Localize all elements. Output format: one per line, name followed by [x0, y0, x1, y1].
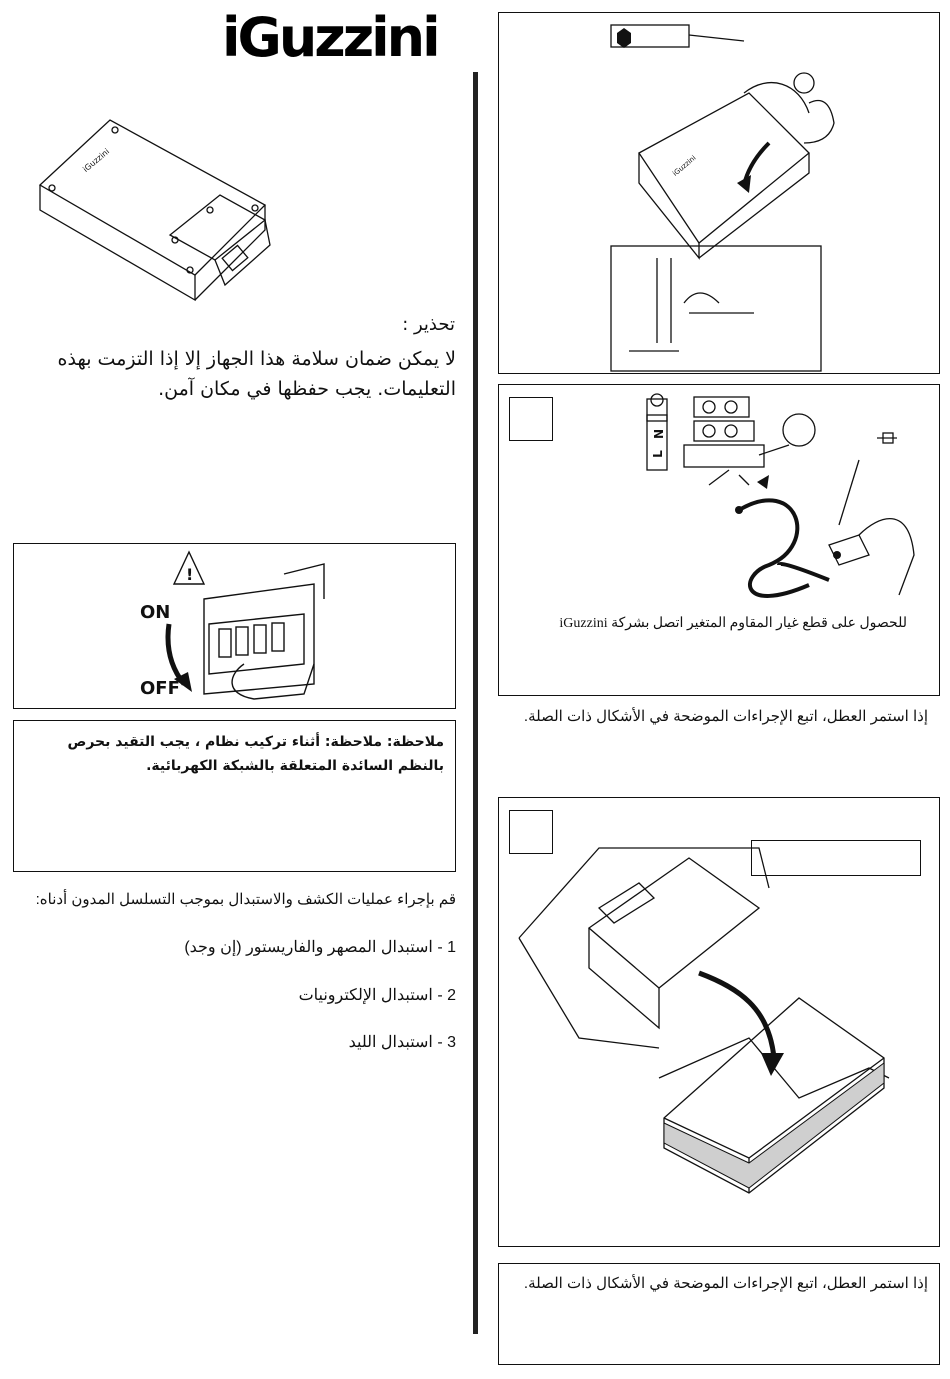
step-3: 3 - استبدال الليد — [348, 1034, 456, 1051]
brand-logo: iGuzzini — [222, 6, 438, 69]
power-off-figure — [13, 543, 456, 709]
terminal-label-n: N — [652, 428, 667, 440]
procedure-intro: قم بإجراء عمليات الكشف والاستبدال بموجب التسلسل المدون أدناه: — [35, 891, 456, 908]
driver-module-illustration — [499, 798, 938, 1245]
fuse-varistor-figure — [498, 384, 940, 696]
warning-title: تحذير : — [402, 314, 455, 335]
column-divider — [473, 72, 478, 1334]
opening-figure — [498, 12, 940, 374]
breaker-illustration — [14, 544, 454, 707]
device-brand-mark: iGuzzini — [81, 146, 112, 174]
warning-text: لا يمكن ضمان سلامة هذا الجهاز إلا إذا التزمت بهذه التعليمات. يجب حفظها في مكان آمن. — [57, 348, 456, 400]
luminaire-driver-illustration — [30, 110, 280, 310]
electronics-replacement-figure — [498, 797, 940, 1247]
step-2: 2 - استبدال الإلكترونيات — [298, 987, 456, 1004]
opening-illustration — [499, 13, 938, 372]
svg-text:!: ! — [186, 565, 194, 584]
on-label: ON — [140, 602, 171, 623]
installation-note-text: ملاحظة: ملاحظة: أثناء تركيب نظام ، يجب التقيد بحرص بالنظم السائدة المتعلقة بالشبكة الكهربائية. — [67, 734, 444, 774]
off-label: OFF — [140, 678, 180, 699]
fault-note-2: إذا استمر العطل، اتبع الإجراءات الموضحة في الأشكال ذات الصلة. — [523, 1275, 928, 1292]
svg-text:iGuzzini: iGuzzini — [671, 153, 698, 178]
terminal-block-illustration — [499, 385, 938, 694]
fault-note-1: إذا استمر العطل، اتبع الإجراءات الموضحة في الأشكال ذات الصلة. — [523, 708, 928, 725]
varistor-spare-parts-caption: للحصول على قطع غيار المقاوم المتغير اتصل بشركة iGuzzini — [559, 616, 907, 631]
step-1: 1 - استبدال المصهر والفاريستور (إن وجد) — [184, 939, 456, 956]
terminal-label-l: L — [650, 450, 665, 458]
